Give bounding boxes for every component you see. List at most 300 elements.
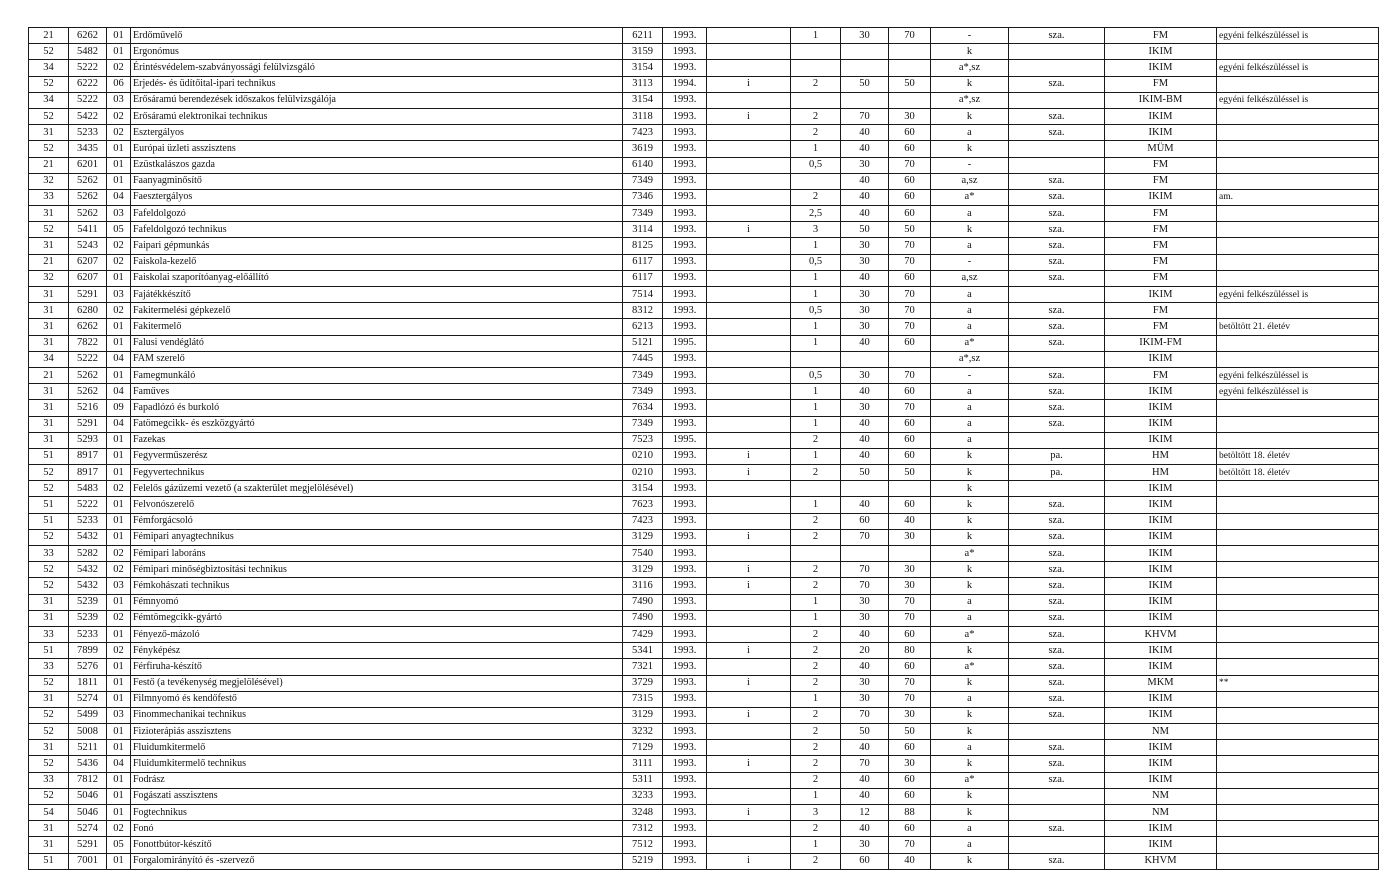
theory-cell: 40 <box>841 740 889 756</box>
year-cell: 1993. <box>663 28 707 44</box>
duration-cell: 2 <box>791 513 841 529</box>
sub-code-cell: 01 <box>107 270 131 286</box>
level-cell: 52 <box>29 756 69 772</box>
entry-cell: a <box>931 691 1009 707</box>
theory-cell: 40 <box>841 189 889 205</box>
ministry-cell: MÜM <box>1105 141 1217 157</box>
table-row <box>29 497 1379 513</box>
entry-cell: k <box>931 805 1009 821</box>
year-cell: 1993. <box>663 141 707 157</box>
level-cell: 33 <box>29 659 69 675</box>
table-row <box>29 303 1379 319</box>
practice-cell: 80 <box>889 643 931 659</box>
feor-cell: 0210 <box>623 448 663 464</box>
flag-cell <box>707 772 791 788</box>
level-cell: 52 <box>29 788 69 804</box>
duration-cell: 0,5 <box>791 367 841 383</box>
theory-cell: 30 <box>841 837 889 853</box>
note-cell <box>1217 238 1379 254</box>
theory-cell: 30 <box>841 254 889 270</box>
feor-cell: 6213 <box>623 319 663 335</box>
sub-code-cell: 02 <box>107 125 131 141</box>
entry-cell: a <box>931 319 1009 335</box>
practice-cell <box>889 481 931 497</box>
duration-cell: 0,5 <box>791 303 841 319</box>
name-cell: Faesztergályos <box>131 189 623 205</box>
entry-cell: a,sz <box>931 173 1009 189</box>
code-cell: 5293 <box>69 432 107 448</box>
table-row <box>29 465 1379 481</box>
note-cell: egyéni felkészüléssel is <box>1217 384 1379 400</box>
code-cell: 5432 <box>69 562 107 578</box>
code-cell: 5262 <box>69 367 107 383</box>
level-cell: 52 <box>29 108 69 124</box>
exam-cell <box>1009 60 1105 76</box>
exam-cell <box>1009 92 1105 108</box>
exam-cell <box>1009 837 1105 853</box>
code-cell: 7001 <box>69 853 107 869</box>
feor-cell: 7315 <box>623 691 663 707</box>
flag-cell: i <box>707 76 791 92</box>
note-cell: egyéni felkészüléssel is <box>1217 28 1379 44</box>
code-cell: 5291 <box>69 287 107 303</box>
table-row <box>29 416 1379 432</box>
code-cell: 5222 <box>69 92 107 108</box>
duration-cell: 1 <box>791 400 841 416</box>
table-row <box>29 853 1379 869</box>
name-cell: Festő (a tevékenység megjelölésével) <box>131 675 623 691</box>
level-cell: 31 <box>29 384 69 400</box>
year-cell: 1993. <box>663 206 707 222</box>
note-cell: egyéni felkészüléssel is <box>1217 60 1379 76</box>
table-row <box>29 529 1379 545</box>
flag-cell <box>707 173 791 189</box>
note-cell: betöltött 18. életév <box>1217 465 1379 481</box>
code-cell: 5422 <box>69 108 107 124</box>
name-cell: Erdőművelő <box>131 28 623 44</box>
ministry-cell: HM <box>1105 465 1217 481</box>
name-cell: Fajátékkészítő <box>131 287 623 303</box>
theory-cell: 50 <box>841 222 889 238</box>
feor-cell: 5121 <box>623 335 663 351</box>
year-cell: 1993. <box>663 788 707 804</box>
exam-cell: pa. <box>1009 465 1105 481</box>
year-cell: 1993. <box>663 529 707 545</box>
note-cell <box>1217 513 1379 529</box>
table-row <box>29 384 1379 400</box>
code-cell: 5233 <box>69 125 107 141</box>
feor-cell: 3114 <box>623 222 663 238</box>
flag-cell <box>707 724 791 740</box>
feor-cell: 3129 <box>623 529 663 545</box>
duration-cell: 1 <box>791 335 841 351</box>
note-cell: egyéni felkészüléssel is <box>1217 287 1379 303</box>
ministry-cell: FM <box>1105 270 1217 286</box>
ministry-cell: FM <box>1105 206 1217 222</box>
exam-cell <box>1009 287 1105 303</box>
feor-cell: 5219 <box>623 853 663 869</box>
level-cell: 51 <box>29 853 69 869</box>
exam-cell: pa. <box>1009 448 1105 464</box>
exam-cell: sza. <box>1009 125 1105 141</box>
sub-code-cell: 02 <box>107 610 131 626</box>
note-cell <box>1217 335 1379 351</box>
exam-cell: sza. <box>1009 303 1105 319</box>
exam-cell: sza. <box>1009 610 1105 626</box>
feor-cell: 7346 <box>623 189 663 205</box>
name-cell: Fakitermelési gépkezelő <box>131 303 623 319</box>
flag-cell <box>707 157 791 173</box>
feor-cell: 7512 <box>623 837 663 853</box>
theory-cell: 40 <box>841 206 889 222</box>
feor-cell: 6140 <box>623 157 663 173</box>
sub-code-cell: 01 <box>107 497 131 513</box>
table-row <box>29 756 1379 772</box>
flag-cell <box>707 546 791 562</box>
note-cell <box>1217 206 1379 222</box>
entry-cell: k <box>931 529 1009 545</box>
note-cell <box>1217 837 1379 853</box>
theory-cell: 70 <box>841 562 889 578</box>
flag-cell <box>707 206 791 222</box>
table-row <box>29 740 1379 756</box>
name-cell: Fényképész <box>131 643 623 659</box>
sub-code-cell: 01 <box>107 448 131 464</box>
level-cell: 31 <box>29 287 69 303</box>
year-cell: 1993. <box>663 578 707 594</box>
ministry-cell: IKIM <box>1105 707 1217 723</box>
sub-code-cell: 01 <box>107 853 131 869</box>
theory-cell: 30 <box>841 594 889 610</box>
exam-cell: sza. <box>1009 416 1105 432</box>
code-cell: 5411 <box>69 222 107 238</box>
duration-cell: 2 <box>791 529 841 545</box>
level-cell: 31 <box>29 416 69 432</box>
ministry-cell: IKIM <box>1105 432 1217 448</box>
sub-code-cell: 02 <box>107 303 131 319</box>
code-cell: 6262 <box>69 28 107 44</box>
note-cell <box>1217 416 1379 432</box>
registry-page <box>28 27 1378 870</box>
theory-cell: 70 <box>841 578 889 594</box>
feor-cell: 3113 <box>623 76 663 92</box>
flag-cell <box>707 610 791 626</box>
level-cell: 52 <box>29 76 69 92</box>
flag-cell: i <box>707 448 791 464</box>
ministry-cell: IKIM <box>1105 189 1217 205</box>
sub-code-cell: 02 <box>107 546 131 562</box>
exam-cell: sza. <box>1009 384 1105 400</box>
entry-cell: a <box>931 287 1009 303</box>
exam-cell: sza. <box>1009 270 1105 286</box>
table-row <box>29 707 1379 723</box>
year-cell: 1993. <box>663 546 707 562</box>
feor-cell: 7349 <box>623 367 663 383</box>
year-cell: 1993. <box>663 303 707 319</box>
feor-cell: 3729 <box>623 675 663 691</box>
table-row <box>29 432 1379 448</box>
sub-code-cell: 01 <box>107 141 131 157</box>
feor-cell: 3619 <box>623 141 663 157</box>
duration-cell: 1 <box>791 287 841 303</box>
table-row <box>29 772 1379 788</box>
note-cell: egyéni felkészüléssel is <box>1217 92 1379 108</box>
note-cell <box>1217 853 1379 869</box>
sub-code-cell: 02 <box>107 238 131 254</box>
code-cell: 6207 <box>69 254 107 270</box>
year-cell: 1995. <box>663 335 707 351</box>
entry-cell: k <box>931 141 1009 157</box>
code-cell: 6207 <box>69 270 107 286</box>
exam-cell: sza. <box>1009 643 1105 659</box>
flag-cell <box>707 189 791 205</box>
code-cell: 7899 <box>69 643 107 659</box>
theory-cell: 40 <box>841 335 889 351</box>
duration-cell: 2 <box>791 643 841 659</box>
entry-cell: a*,sz <box>931 60 1009 76</box>
note-cell <box>1217 724 1379 740</box>
sub-code-cell: 02 <box>107 481 131 497</box>
exam-cell: sza. <box>1009 578 1105 594</box>
table-row <box>29 141 1379 157</box>
name-cell: Fluidumkitermelő <box>131 740 623 756</box>
qualification-table <box>28 27 1379 870</box>
practice-cell: 70 <box>889 691 931 707</box>
note-cell <box>1217 740 1379 756</box>
feor-cell: 3116 <box>623 578 663 594</box>
level-cell: 52 <box>29 675 69 691</box>
entry-cell: k <box>931 465 1009 481</box>
sub-code-cell: 01 <box>107 691 131 707</box>
duration-cell: 1 <box>791 837 841 853</box>
theory-cell: 30 <box>841 400 889 416</box>
year-cell: 1993. <box>663 724 707 740</box>
name-cell: Faműves <box>131 384 623 400</box>
exam-cell: sza. <box>1009 675 1105 691</box>
table-row <box>29 319 1379 335</box>
theory-cell: 40 <box>841 173 889 189</box>
year-cell: 1993. <box>663 837 707 853</box>
exam-cell: sza. <box>1009 756 1105 772</box>
ministry-cell: IKIM <box>1105 384 1217 400</box>
entry-cell: - <box>931 254 1009 270</box>
flag-cell: i <box>707 675 791 691</box>
table-row <box>29 254 1379 270</box>
code-cell: 5482 <box>69 44 107 60</box>
name-cell: Fafeldolgozó technikus <box>131 222 623 238</box>
name-cell: Fémnyomó <box>131 594 623 610</box>
level-cell: 31 <box>29 594 69 610</box>
flag-cell <box>707 303 791 319</box>
feor-cell: 7349 <box>623 206 663 222</box>
table-row <box>29 351 1379 367</box>
level-cell: 32 <box>29 270 69 286</box>
flag-cell: i <box>707 853 791 869</box>
note-cell <box>1217 707 1379 723</box>
theory-cell: 40 <box>841 270 889 286</box>
name-cell: Fapadlózó és burkoló <box>131 400 623 416</box>
note-cell <box>1217 772 1379 788</box>
note-cell <box>1217 222 1379 238</box>
duration-cell: 1 <box>791 141 841 157</box>
feor-cell: 3129 <box>623 707 663 723</box>
sub-code-cell: 03 <box>107 707 131 723</box>
practice-cell: 60 <box>889 772 931 788</box>
entry-cell: k <box>931 788 1009 804</box>
theory-cell: 70 <box>841 529 889 545</box>
ministry-cell: IKIM <box>1105 497 1217 513</box>
sub-code-cell: 01 <box>107 594 131 610</box>
entry-cell: a <box>931 594 1009 610</box>
flag-cell <box>707 626 791 642</box>
code-cell: 5222 <box>69 60 107 76</box>
flag-cell <box>707 740 791 756</box>
practice-cell: 60 <box>889 626 931 642</box>
theory-cell: 30 <box>841 303 889 319</box>
level-cell: 52 <box>29 562 69 578</box>
flag-cell <box>707 837 791 853</box>
table-row <box>29 805 1379 821</box>
sub-code-cell: 01 <box>107 465 131 481</box>
feor-cell: 7312 <box>623 821 663 837</box>
code-cell: 1811 <box>69 675 107 691</box>
feor-cell: 7423 <box>623 125 663 141</box>
theory-cell: 40 <box>841 821 889 837</box>
year-cell: 1993. <box>663 513 707 529</box>
flag-cell <box>707 270 791 286</box>
flag-cell <box>707 287 791 303</box>
table-row <box>29 626 1379 642</box>
ministry-cell: FM <box>1105 28 1217 44</box>
practice-cell: 60 <box>889 788 931 804</box>
practice-cell: 30 <box>889 756 931 772</box>
table-row <box>29 108 1379 124</box>
theory-cell: 30 <box>841 367 889 383</box>
code-cell: 5436 <box>69 756 107 772</box>
code-cell: 5216 <box>69 400 107 416</box>
ministry-cell: FM <box>1105 157 1217 173</box>
name-cell: Fakitermelő <box>131 319 623 335</box>
practice-cell: 88 <box>889 805 931 821</box>
name-cell: Fémforgácsoló <box>131 513 623 529</box>
note-cell <box>1217 303 1379 319</box>
feor-cell: 7540 <box>623 546 663 562</box>
practice-cell: 60 <box>889 270 931 286</box>
exam-cell: sza. <box>1009 206 1105 222</box>
sub-code-cell: 01 <box>107 367 131 383</box>
practice-cell: 70 <box>889 319 931 335</box>
exam-cell <box>1009 351 1105 367</box>
table-row <box>29 675 1379 691</box>
feor-cell: 7349 <box>623 416 663 432</box>
level-cell: 51 <box>29 497 69 513</box>
flag-cell: i <box>707 643 791 659</box>
practice-cell: 30 <box>889 529 931 545</box>
practice-cell: 60 <box>889 432 931 448</box>
entry-cell: a <box>931 125 1009 141</box>
year-cell: 1993. <box>663 853 707 869</box>
practice-cell: 50 <box>889 76 931 92</box>
duration-cell: 2 <box>791 76 841 92</box>
feor-cell: 7445 <box>623 351 663 367</box>
entry-cell: k <box>931 562 1009 578</box>
practice-cell: 70 <box>889 400 931 416</box>
duration-cell: 1 <box>791 416 841 432</box>
level-cell: 34 <box>29 351 69 367</box>
practice-cell: 60 <box>889 189 931 205</box>
duration-cell: 1 <box>791 319 841 335</box>
flag-cell <box>707 238 791 254</box>
year-cell: 1993. <box>663 821 707 837</box>
practice-cell: 60 <box>889 659 931 675</box>
entry-cell: - <box>931 367 1009 383</box>
table-row <box>29 578 1379 594</box>
sub-code-cell: 01 <box>107 335 131 351</box>
sub-code-cell: 01 <box>107 529 131 545</box>
sub-code-cell: 01 <box>107 788 131 804</box>
year-cell: 1993. <box>663 92 707 108</box>
practice-cell: 30 <box>889 108 931 124</box>
level-cell: 31 <box>29 400 69 416</box>
year-cell: 1993. <box>663 384 707 400</box>
practice-cell: 60 <box>889 740 931 756</box>
entry-cell: k <box>931 707 1009 723</box>
exam-cell: sza. <box>1009 400 1105 416</box>
ministry-cell: IKIM <box>1105 659 1217 675</box>
duration-cell <box>791 92 841 108</box>
practice-cell: 40 <box>889 513 931 529</box>
note-cell <box>1217 481 1379 497</box>
duration-cell <box>791 481 841 497</box>
theory-cell: 70 <box>841 707 889 723</box>
sub-code-cell: 05 <box>107 837 131 853</box>
code-cell: 3435 <box>69 141 107 157</box>
feor-cell: 3118 <box>623 108 663 124</box>
duration-cell: 2 <box>791 562 841 578</box>
duration-cell: 2 <box>791 740 841 756</box>
ministry-cell: FM <box>1105 319 1217 335</box>
theory-cell: 30 <box>841 675 889 691</box>
ministry-cell: IKIM <box>1105 772 1217 788</box>
practice-cell: 60 <box>889 206 931 222</box>
code-cell: 5274 <box>69 821 107 837</box>
feor-cell: 0210 <box>623 465 663 481</box>
flag-cell: i <box>707 465 791 481</box>
flag-cell <box>707 788 791 804</box>
theory-cell <box>841 351 889 367</box>
duration-cell: 3 <box>791 805 841 821</box>
exam-cell <box>1009 788 1105 804</box>
table-row <box>29 788 1379 804</box>
practice-cell: 60 <box>889 384 931 400</box>
table-row <box>29 189 1379 205</box>
note-cell <box>1217 173 1379 189</box>
year-cell: 1993. <box>663 610 707 626</box>
note-cell: betöltött 18. életév <box>1217 448 1379 464</box>
ministry-cell: IKIM-BM <box>1105 92 1217 108</box>
flag-cell <box>707 319 791 335</box>
note-cell <box>1217 626 1379 642</box>
year-cell: 1993. <box>663 319 707 335</box>
name-cell: Ergonómus <box>131 44 623 60</box>
duration-cell: 2 <box>791 578 841 594</box>
table-row <box>29 837 1379 853</box>
name-cell: Faiskolai szaporítóanyag-előállító <box>131 270 623 286</box>
ministry-cell: IKIM <box>1105 513 1217 529</box>
name-cell: Faiskola-kezelő <box>131 254 623 270</box>
entry-cell: k <box>931 853 1009 869</box>
year-cell: 1993. <box>663 400 707 416</box>
